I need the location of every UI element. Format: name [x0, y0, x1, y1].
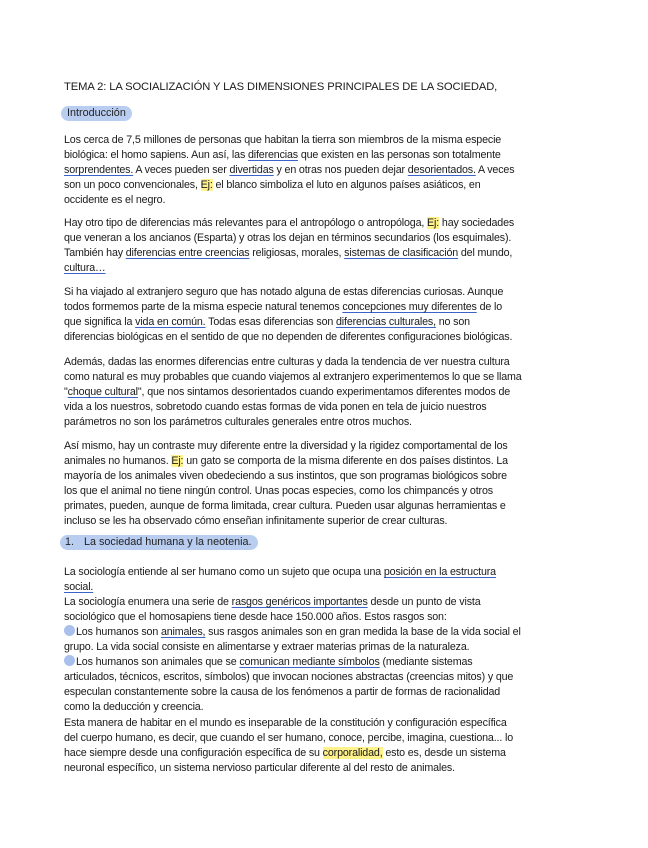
text-line: como la deducción y creencia.: [64, 701, 204, 713]
text-line: La sociología enumera una serie de rasgos genéricos importantes desde un punto de vista: [64, 596, 481, 608]
text-line: [64, 580, 579, 595]
text-line: [64, 261, 579, 276]
text-line: Además, dadas las enormes diferencias entre culturas y dada la tendencia de ver nuestra cultura: [64, 356, 510, 368]
underlined-term: vida en común.: [135, 316, 206, 328]
text-line: hace siempre desde una configuración específica de su corporalidad, esto es, desde un sistema: [64, 747, 506, 759]
text-line: Los cerca de 7,5 millones de personas que habitan la tierra son miembros de la misma especie: [64, 134, 502, 146]
paragraph-4: [64, 355, 579, 430]
text-line: animales no humanos. Ej: un gato se comporta de la misma diferente en dos países distintos. La: [64, 455, 508, 467]
underlined-term: cultura…: [64, 262, 106, 274]
underlined-term: posición en la estructura: [383, 566, 496, 578]
underlined-term: social.: [64, 581, 94, 593]
underlined-term: sorprendentes.: [64, 164, 134, 176]
paragraph-7: [64, 716, 579, 776]
underlined-term: diferencias: [247, 149, 299, 161]
underlined-term: animales,: [160, 626, 206, 638]
highlighted-term: corporalidad,: [322, 747, 383, 759]
underlined-term: diferencias entre creencias: [125, 247, 250, 259]
text-line: articulados, técnicos, escritos, símbolos) que invocan nociones abstractas (creencias mitos) y que: [64, 671, 514, 683]
text-line: que significa la vida en común. Todas esas diferencias son diferencias culturales, no son: [64, 316, 470, 328]
paragraph-5: [64, 439, 579, 529]
underlined-term: divertidas: [229, 164, 274, 176]
underlined-term: sistemas de clasificación: [344, 247, 459, 259]
bullet-icon: [64, 655, 75, 666]
text-line: los que el animal no tiene ningún control. Unas pocas especies, como los chimpancés y otros: [64, 485, 493, 497]
text-line: biológica: el homo sapiens. Aun así, las diferencias que existen en las personas son totalmente: [64, 149, 501, 161]
text-line: todos formemos parte de la misma especie natural tenemos concepciones muy diferentes de lo: [64, 301, 502, 313]
intro-heading: Introducción: [61, 106, 132, 121]
text-line: vida a los nuestros, sobretodo cuando estas formas de vida ponen en tela de juicio nuestros: [64, 401, 487, 413]
text-line: parámetros no son los parámetros culturales generales entre otros muchos.: [64, 416, 412, 428]
section-heading-1: [60, 535, 258, 550]
text-line: Hay otro tipo de diferencias más relevantes para el antropólogo o antropóloga, Ej: hay sociedades: [64, 217, 515, 229]
text-line: "choque cultural", que nos sintamos desorientados cuando experimentamos diferentes modos de: [64, 386, 511, 398]
paragraph-2: [64, 216, 579, 276]
text-line: occidente es el negro.: [64, 194, 166, 206]
underlined-term: concepciones muy diferentes: [342, 301, 477, 313]
underlined-term: rasgos genéricos importantes: [231, 596, 368, 608]
document-title: TEMA 2: LA SOCIALIZACIÓN Y LAS DIMENSIONES PRINCIPALES DE LA SOCIEDAD,: [64, 81, 498, 93]
text-line: son un poco convencionales, Ej: el blanco simboliza el luto en algunos países asiáticos, en: [64, 179, 481, 191]
section-title: La sociedad humana y la neotenia.: [84, 536, 252, 548]
bullet-icon: [64, 625, 75, 636]
text-line: grupo. La vida social consiste en alimentarse y extraer materias primas de la naturaleza.: [64, 641, 470, 653]
section-number: 1.: [65, 536, 75, 548]
underlined-term: comunican mediante símbolos: [239, 656, 380, 668]
text-line: incluso se les ha observado cómo enseñan infinitamente superior de crear culturas.: [64, 515, 448, 527]
paragraph-3: [64, 285, 579, 345]
text-line: del cuerpo humano, es decir, que cuando el ser humano, conoce, percibe, imagina, cuestiona... lo: [64, 732, 514, 744]
text-line: mayoría de los animales viven obedeciendo a sus instintos, que son programas biológicos sobre: [64, 470, 507, 482]
text-line: sociológico que el homosapiens tiene desde hace 150.000 años. Estos rasgos son:: [64, 611, 447, 623]
text-line: sorprendentes. A veces pueden ser divertidas y en otras nos pueden dejar desorientados. A veces: [64, 164, 515, 176]
text-line: diferencias biológicas en el sentido de que no dependen de diferentes configuraciones biológicas.: [64, 331, 513, 343]
text-line: que veneran a los ancianos (Esparta) y otras los dejan en términos secundarios (los esquimales).: [64, 232, 512, 244]
highlighted-term: Ej:: [200, 179, 213, 191]
text-line: neuronal específico, un sistema nervioso particular diferente al del resto de animales.: [64, 762, 455, 774]
text-line: Esta manera de habitar en el mundo es inseparable de la constitución y configuración específica: [64, 717, 507, 729]
paragraph-6: [64, 565, 579, 715]
text-line: primates, pueden, aunque de forma limitada, crear cultura. Pueden usar algunas herramientas e: [64, 500, 506, 512]
underlined-term: choque cultural: [67, 386, 138, 398]
underlined-term: diferencias culturales,: [335, 316, 436, 328]
highlighted-term: Ej:: [427, 217, 440, 229]
text-line: especulan constantemente sobre la causa de los fenómenos a partir de formas de racionalidad: [64, 686, 501, 698]
list-item: Los humanos son animales, sus rasgos animales son en gran medida la base de la vida social el: [64, 625, 579, 640]
text-line: como natural es muy probables que cuando viajemos al extranjero experimentemos lo que se llama: [64, 371, 522, 383]
text-line: Si ha viajado al extranjero seguro que has notado alguna de estas diferencias curiosas. Aunque: [64, 286, 504, 298]
text-line: Así mismo, hay un contraste muy diferente entre la diversidad y la rigidez comportamental de los: [64, 440, 508, 452]
text-line: También hay diferencias entre creencias religiosas, morales, sistemas de clasificación del mundo,: [64, 247, 513, 259]
highlighted-term: Ej:: [171, 455, 184, 467]
paragraph-1: [64, 133, 579, 208]
text-line: La sociología entiende al ser humano como un sujeto que ocupa una posición en la estructura: [64, 566, 496, 578]
underlined-term: desorientados.: [407, 164, 476, 176]
list-item: Los humanos son animales que se comunican mediante símbolos (mediante sistemas: [64, 655, 579, 670]
